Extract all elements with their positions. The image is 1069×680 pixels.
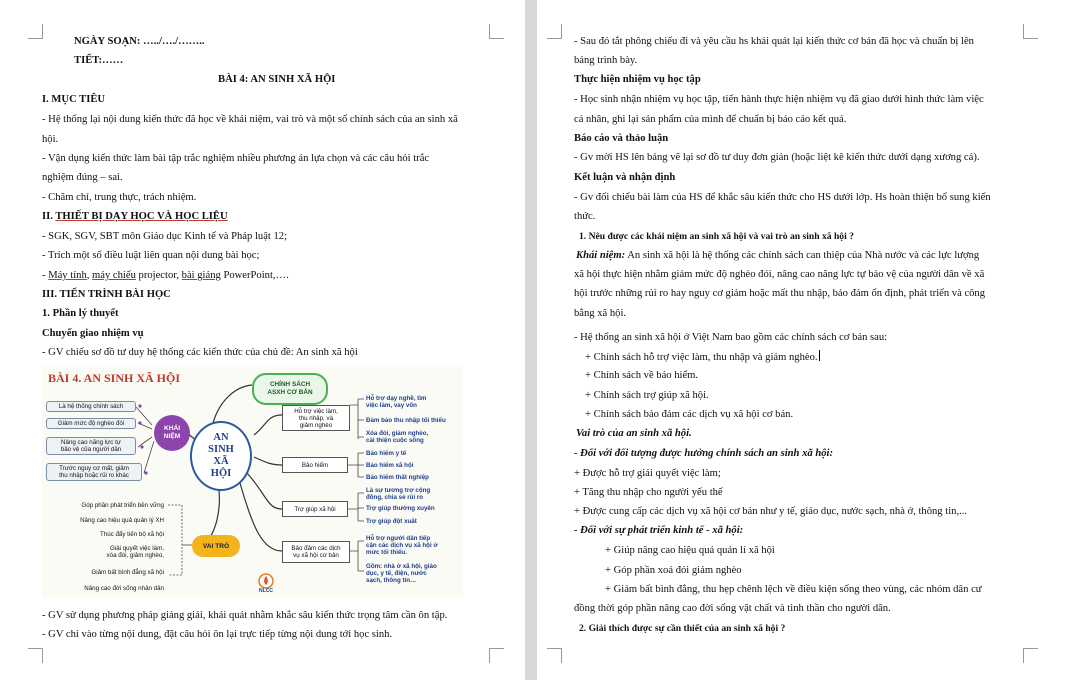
policy-leaf (366, 563, 437, 584)
leaf-line: Là sự tương trợ cộng (366, 487, 431, 494)
margin-mark-bottom-right (1023, 648, 1038, 663)
node-word: NIỆM (163, 433, 181, 440)
step-heading[interactable]: Báo cáo và thảo luận (574, 133, 669, 144)
body-line[interactable]: + Được hỗ trợ giải quyết việc làm; (574, 468, 721, 479)
lesson-title[interactable]: BÀI 4: AN SINH XÃ HỘI (218, 74, 336, 85)
mindmap-image[interactable] (42, 365, 463, 597)
leaf-line: cải thiện cuộc sống (366, 437, 424, 444)
body-line[interactable]: - Sau đó tắt phông chiếu đi và yêu cầu hs khái quát lại kiến thức cơ bản đã học và chuẩn bị lên (574, 36, 974, 47)
policy-box (282, 501, 348, 517)
section-heading-objectives[interactable]: I. MỤC TIÊU (42, 94, 106, 105)
mindmap-concept-node (154, 415, 190, 451)
nlcc-logo-icon (256, 573, 276, 595)
policy-leaf: Đảm bảo thu nhập tối thiểu (366, 417, 446, 424)
policy-box (282, 405, 350, 431)
task-line[interactable]: - GV chiếu sơ đồ tư duy hệ thống các kiến thức của chủ đề: An sinh xã hội (42, 347, 358, 358)
text-run: PowerPoint,…. (220, 270, 289, 281)
policy-leaf (366, 430, 428, 444)
leaf-line: Hỗ trợ người dân tiếp (366, 535, 431, 542)
objective-line[interactable]: hội. (42, 134, 59, 145)
box-line: Trợ giúp xã hội (294, 505, 336, 513)
leaf-line: mức tối thiểu. (366, 549, 407, 556)
policy-leaf (366, 395, 426, 409)
role-item: Giảm bất bình đẳng xã hội (91, 569, 164, 576)
document-page-right (537, 0, 1069, 680)
body-line[interactable]: - Gv mời HS lên bảng vẽ lại sơ đồ tư duy đơn giản (hoặc liệt kê kiến thức dưới dạng xương cá). (574, 152, 980, 163)
role-item: Nâng cao đời sống nhân dân (84, 585, 164, 592)
section-heading-text: THIẾT BỊ DẠY HỌC VÀ HỌC LIỆU (55, 211, 228, 222)
mindmap-policy-node (252, 373, 328, 405)
definition-line[interactable]: bằng xã hội. (574, 308, 627, 319)
role-item: Nâng cao hiệu quả quản lý XH (80, 517, 164, 524)
concept-item (46, 463, 142, 481)
margin-mark-top-left (28, 24, 43, 39)
center-word: SINH (208, 444, 234, 455)
body-line[interactable]: đồng thời góp phần nâng cao đời sống vật chất và tinh thần cho người dân. (574, 603, 891, 614)
policy-leaf (366, 535, 438, 556)
margin-mark-bottom-left (28, 648, 43, 663)
item-line: xóa đói, giảm nghèo, (106, 552, 164, 559)
objective-line[interactable]: - Chăm chỉ, trung thực, trách nhiệm. (42, 192, 197, 203)
objective-line[interactable]: nghiệm đúng – sai. (42, 172, 123, 183)
subheading[interactable]: - Đối với đối tượng được hưởng chính sách an sinh xã hội: (574, 448, 833, 459)
text-run: - (42, 270, 49, 281)
mindmap-title: BÀI 4. AN SINH XÃ HỘI (48, 371, 181, 385)
leaf-line: dục, y tế, điện, nước (366, 570, 427, 577)
policy-leaf: Bảo hiểm y tế (366, 450, 407, 457)
item-line: bảo vệ của người dân (60, 446, 122, 453)
item-line: Trước nguy cơ mất, giảm (59, 465, 129, 472)
margin-mark-bottom-right (489, 648, 504, 663)
mindmap-role-node (192, 535, 240, 557)
node-word: ASXH CƠ BẢN (267, 389, 313, 396)
section-heading-equipment[interactable] (42, 210, 228, 223)
policy-leaf: Bảo hiểm thất nghiệp (366, 474, 429, 481)
definition-label: Khái niệm: (576, 250, 626, 261)
box-line: Bảo đảm các dịch (291, 545, 341, 552)
policy-list-item[interactable]: + Chính sách bảo đảm các dịch vụ xã hội cơ bản. (585, 409, 794, 420)
body-line[interactable]: + Tăng thu nhập cho người yếu thế (574, 487, 723, 498)
definition-line[interactable]: xã hội thực hiện nhằm giảm mức độ nghèo đói, nâng cao năng lực tự bảo vệ của người dân về xã (574, 269, 985, 280)
body-line[interactable]: bảng trình bày. (574, 55, 638, 66)
procedure-line[interactable]: - GV chỉ vào từng nội dung, đặt câu hỏi ôn lại trực tiếp từng nội dung tới học sinh. (42, 629, 393, 640)
part-heading[interactable]: 1. Phần lý thuyết (42, 308, 119, 319)
spellcheck-word: máy chiếu (92, 270, 136, 281)
step-heading[interactable]: Kết luận và nhận định (574, 172, 676, 183)
text-cursor (819, 350, 820, 361)
policy-leaf: Trợ giúp đột xuất (366, 518, 417, 525)
body-line[interactable]: + Được cung cấp các dịch vụ xã hội cơ bản như y tế, giáo dục, nước sạch, nhà ở, thông tin,... (574, 506, 968, 517)
policy-leaf (366, 487, 430, 501)
policy-leaf: Trợ giúp thường xuyên (366, 505, 435, 512)
period[interactable]: TIẾT:…… (74, 55, 124, 66)
leaf-line: sạch, thông tin… (366, 577, 417, 584)
policy-box (282, 457, 348, 473)
leaf-line: Gồm: nhà ở xã hội, giáo (366, 563, 437, 570)
concept-item (46, 437, 136, 455)
spellcheck-word: bài giảng (181, 270, 221, 281)
item-line: thu nhập hoặc rủi ro khác (59, 472, 129, 479)
policy-box (282, 541, 350, 563)
subheading[interactable]: - Đối với sự phát triển kinh tế - xã hội: (574, 525, 744, 536)
policy-leaf: Bảo hiểm xã hội (366, 462, 414, 469)
prep-date[interactable]: NGÀY SOẠN: …../…./…….. (74, 36, 205, 47)
role-item: Góp phần phát triển bền vững (81, 502, 164, 509)
text-run: + Chính sách hỗ trợ việc làm, thu nhập và giảm nghèo. (585, 352, 818, 363)
question-heading[interactable]: 1. Nêu được các khái niệm an sinh xã hội và vai trò an sinh xã hội ? (579, 231, 854, 242)
box-line: giảm nghèo (299, 421, 333, 429)
center-word: XÃ (213, 456, 229, 467)
equipment-line[interactable] (42, 269, 289, 282)
concept-item: Giảm mức độ nghèo đói (46, 418, 136, 429)
leaf-line: Hỗ trợ dạy nghề, tìm (366, 395, 427, 402)
concept-item: Là hệ thống chính sách (46, 401, 136, 412)
step-heading[interactable]: Thực hiện nhiệm vụ học tập (574, 74, 701, 85)
role-item (42, 545, 164, 559)
body-line[interactable]: - Hệ thống an sinh xã hội ở Việt Nam bao gồm các chính sách cơ bản sau: (574, 332, 888, 343)
leaf-line: đồng, chia sẻ rủi ro (366, 494, 424, 501)
node-word: CHÍNH SÁCH (269, 381, 311, 388)
center-word: AN (213, 432, 229, 443)
section-heading-process[interactable]: III. TIẾN TRÌNH BÀI HỌC (42, 289, 171, 300)
equipment-line[interactable]: - Trích một số điều luật liên quan nội dung bài học; (42, 250, 260, 261)
objective-line[interactable]: - Hệ thống lại nội dung kiến thức đã học về khái niệm, vai trò và một số chính sách của an sinh xã (42, 114, 458, 125)
spellcheck-word: Máy tính (48, 270, 87, 281)
leaf-line: Xóa đói, giảm nghèo, (366, 430, 429, 437)
body-line[interactable]: + Giúp nâng cao hiệu quả quản lí xã hội (605, 545, 775, 556)
margin-mark-top-right (489, 24, 504, 39)
definition-line[interactable]: hội trước những rủi ro hay nguy cơ giảm hoặc mất thu nhập, bảo đảm ổn định, phát triển và công (574, 288, 986, 299)
logo-text: NLCC (259, 588, 273, 594)
role-heading[interactable]: Vai trò của an sinh xã hội. (576, 428, 692, 439)
leaf-line: việc làm, vay vốn (366, 402, 417, 409)
text-run: , (86, 270, 93, 281)
procedure-line[interactable]: - GV sử dụng phương pháp giảng giải, khái quát nhằm khắc sâu kiến thức trọng tâm cần ôn tập. (42, 610, 448, 621)
margin-mark-top-right (1023, 24, 1038, 39)
margin-mark-bottom-left (547, 648, 562, 663)
page-gutter (525, 0, 537, 680)
mindmap-center-node (190, 421, 252, 491)
body-line[interactable]: + Góp phần xoá đói giảm nghèo (605, 565, 742, 576)
item-line: Giải quyết việc làm, (110, 545, 164, 552)
body-line[interactable]: cá nhân, ghi lại sản phẩm của mình để chuẩn bị báo cáo kết quả. (574, 114, 847, 125)
task-heading[interactable]: Chuyển giao nhiệm vụ (42, 328, 144, 339)
policy-list-item[interactable] (585, 350, 820, 364)
definition-line[interactable] (576, 249, 979, 262)
text-run: An sinh xã hội là hệ thống các chính sách can thiệp của Nhà nước và các lực lượng (625, 250, 980, 261)
node-word: VAI TRÒ (202, 542, 230, 550)
role-item: Thúc đẩy tiến bộ xã hội (100, 531, 164, 538)
box-line: Bảo hiểm (301, 461, 329, 469)
body-line[interactable]: - Gv đối chiếu bài làm của HS để khắc sâu kiến thức cho HS dưới lớp. Hs hoàn thiện bổ sung kiến (574, 192, 991, 203)
item-line: Nâng cao năng lực tự (61, 439, 121, 446)
node-word: KHÁI (163, 425, 181, 432)
equipment-line[interactable]: - SGK, SGV, SBT môn Giáo dục Kinh tế và Pháp luật 12; (42, 231, 288, 242)
document-page-left (0, 0, 525, 680)
section-number: II. (42, 211, 56, 222)
policy-list-item[interactable]: + Chính sách trợ giúp xã hội. (585, 390, 709, 401)
box-line: thu nhập, và (298, 414, 334, 422)
objective-line[interactable]: - Vận dụng kiến thức làm bài tập trắc nghiệm nhiều phương án lựa chọn và các câu hỏi trắc (42, 153, 430, 164)
box-line: vụ xã hội cơ bản (293, 552, 339, 559)
body-line[interactable]: + Giảm bất bình đẳng, thu hẹp chênh lệch về điều kiện sống theo vùng, các nhóm dân cư (605, 584, 982, 595)
question-heading[interactable]: 2. Giải thích được sự cần thiết của an sinh xã hội ? (579, 623, 786, 634)
policy-list-item[interactable]: + Chính sách về bảo hiểm. (585, 370, 699, 381)
box-line: Hỗ trợ việc làm, (294, 407, 338, 415)
leaf-line: cận các dịch vụ xã hội ở (366, 542, 438, 549)
body-line[interactable]: - Học sinh nhận nhiệm vụ học tập, tiến hành thực hiện nhiệm vụ đã giao dưới hình thức làm việc (574, 94, 984, 105)
margin-mark-top-left (547, 24, 562, 39)
center-word: HỘI (210, 468, 232, 479)
body-line[interactable]: thức. (574, 211, 596, 222)
text-run: projector, (135, 270, 182, 281)
